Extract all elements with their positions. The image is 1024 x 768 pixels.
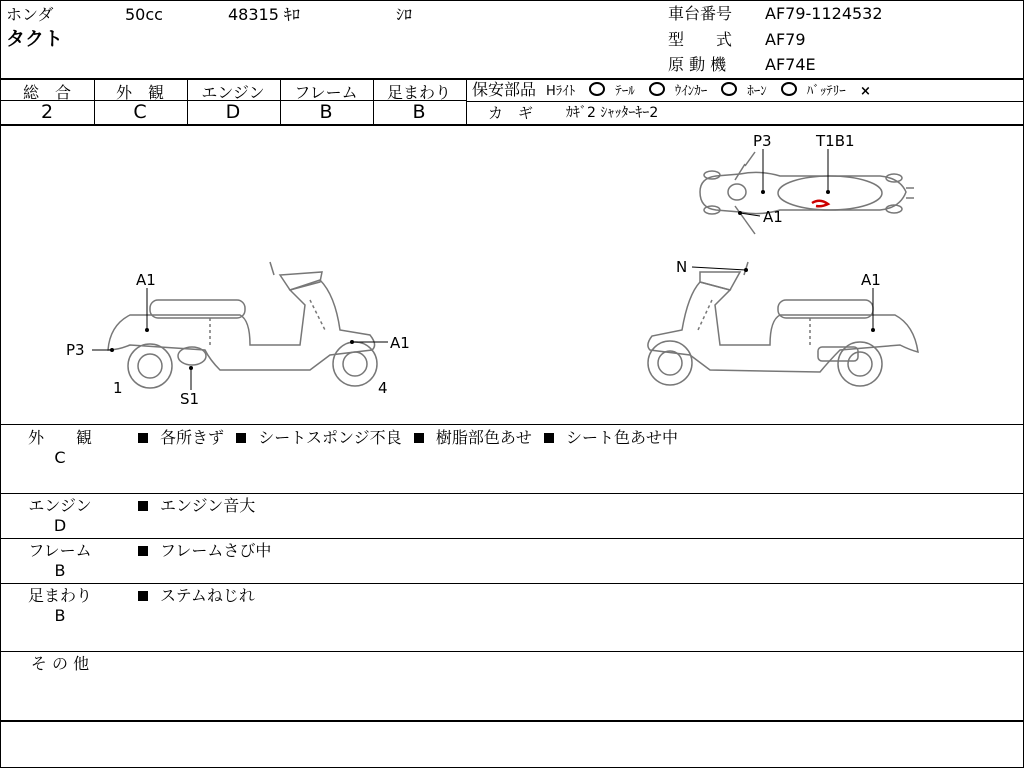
remark-appearance-label: 外 観 xyxy=(27,428,92,447)
label-top-t1b1: T1B1 xyxy=(816,132,855,150)
engine-value: AF74E xyxy=(765,55,816,74)
remark-frame-grade: B xyxy=(54,561,66,580)
type-label: 型 式 xyxy=(668,30,733,49)
divider xyxy=(0,493,1024,494)
engine-label: 原 動 機 xyxy=(668,55,727,74)
remark-engine-label: エンジン xyxy=(28,496,92,515)
divider xyxy=(0,583,1024,584)
remark-appearance-items: 各所きず シートスポンジ不良 樹脂部色あせ シート色あせ中 xyxy=(138,428,678,448)
ok-circle-icon xyxy=(781,82,797,96)
label-left-1: 1 xyxy=(113,379,123,397)
label-right-n: N xyxy=(676,258,688,276)
divider xyxy=(466,79,467,125)
grade-appearance-value: C xyxy=(133,101,147,123)
grade-total-label: 総 合 xyxy=(22,83,71,102)
color: ｼﾛ xyxy=(396,5,413,24)
leader-line xyxy=(692,267,746,270)
remark-engine-items: エンジン音大 xyxy=(138,496,255,516)
label-left-4: 4 xyxy=(378,379,388,397)
safety-headlight: Hﾗｲﾄ xyxy=(546,84,605,99)
mileage: 48315 ｷﾛ xyxy=(228,5,301,24)
key-value: ｶｷﾞ2 ｼｬｯﾀｰｷｰ2 xyxy=(566,105,659,121)
grade-suspension-value: B xyxy=(412,101,426,123)
divider xyxy=(466,101,1024,102)
label-right-a1: A1 xyxy=(861,271,881,289)
frame-no: AF79-1124532 xyxy=(765,4,883,23)
safety-battery: ﾊﾞｯﾃﾘｰ × xyxy=(806,84,871,99)
displacement: 50cc xyxy=(125,5,163,24)
divider xyxy=(0,720,1024,722)
maker: ホンダ xyxy=(6,5,54,24)
ok-circle-icon xyxy=(589,82,605,96)
safety-parts xyxy=(472,81,881,101)
type-value: AF79 xyxy=(765,30,806,49)
grade-frame-label: フレーム xyxy=(294,83,358,102)
frame-no-label: 車台番号 xyxy=(668,4,733,23)
divider xyxy=(0,651,1024,652)
grade-engine-label: エンジン xyxy=(201,83,265,102)
ok-circle-icon xyxy=(649,82,665,96)
model-name: タクト xyxy=(6,28,64,50)
label-left-p3: P3 xyxy=(66,341,85,359)
label-top-p3: P3 xyxy=(753,132,772,150)
scooter-top-view xyxy=(700,152,914,234)
remark-frame-label: フレーム xyxy=(28,541,92,560)
remark-frame-items: フレームさび中 xyxy=(138,541,271,561)
safety-winker: ｳｲﾝｶｰ xyxy=(675,84,738,99)
damage-mark xyxy=(812,201,828,207)
label-left-a1-right: A1 xyxy=(390,334,410,352)
divider xyxy=(0,538,1024,539)
safety-tail: ﾃｰﾙ xyxy=(615,84,665,99)
label-top-a1: A1 xyxy=(763,208,783,226)
remark-suspension-grade: B xyxy=(54,606,66,625)
remark-suspension-items: ステムねじれ xyxy=(138,586,255,606)
grade-suspension-label: 足まわり xyxy=(386,83,451,102)
grade-total-value: 2 xyxy=(40,101,54,123)
label-left-s1: S1 xyxy=(180,390,200,408)
ok-circle-icon xyxy=(721,82,737,96)
safety-title: 保安部品 xyxy=(472,80,537,99)
safety-horn: ﾎｰﾝ xyxy=(747,84,797,99)
remark-other-label: そ の 他 xyxy=(30,654,90,673)
key-label: カ ギ xyxy=(488,104,534,122)
remark-suspension-label: 足まわり xyxy=(27,586,92,605)
grade-engine-value: D xyxy=(225,101,241,123)
grade-frame-value: B xyxy=(319,101,333,123)
label-left-a1-top: A1 xyxy=(136,271,156,289)
grade-appearance-label: 外 観 xyxy=(115,83,164,102)
remark-engine-grade: D xyxy=(53,516,67,535)
divider xyxy=(0,424,1024,425)
remark-appearance-grade: C xyxy=(54,448,66,467)
